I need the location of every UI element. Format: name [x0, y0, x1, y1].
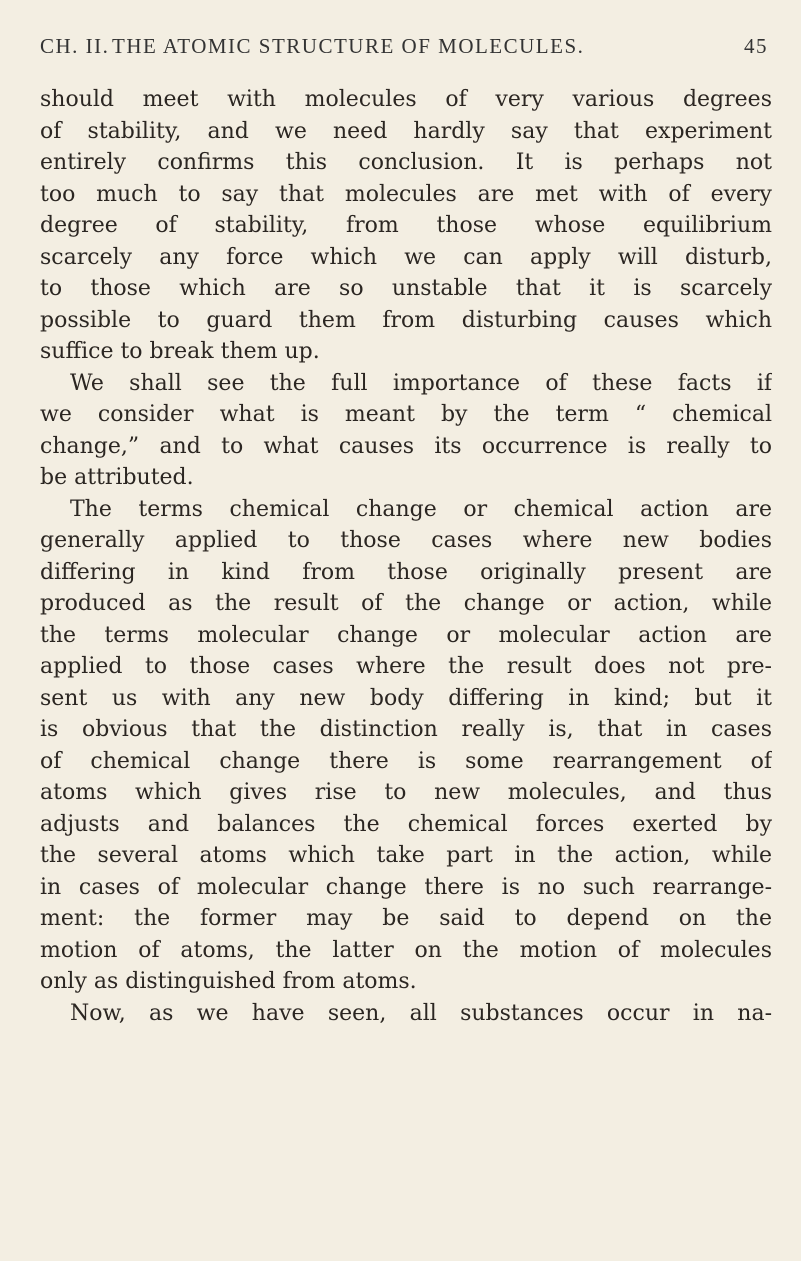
page-number: 45	[744, 34, 768, 58]
text-line: produced as the result of the change or action, while	[40, 591, 772, 616]
text-line: motion of atoms, the latter on the motion of molecules	[40, 937, 772, 963]
text-line: should meet with molecules of very various degrees	[40, 87, 772, 112]
text-line: too much to say that molecules are met with of every	[40, 181, 772, 207]
text-line: entirely confirms this conclusion. It is perhaps not	[40, 150, 772, 175]
text-line: The terms chemical change or chemical action are	[70, 496, 772, 522]
book-page	[40, 34, 772, 1029]
text-line: be attributed.	[40, 465, 194, 490]
text-line: adjusts and balances the chemical forces exerted by	[40, 811, 772, 837]
text-line: ment: the former may be said to depend on the	[40, 906, 772, 931]
text-line: applied to those cases where the result does not pre-	[40, 654, 772, 679]
text-line: Now, as we have seen, all substances occur in na-	[70, 1000, 772, 1026]
text-line: is obvious that the distinction really is, that in cases	[40, 717, 772, 742]
text-line: change,” and to what causes its occurrence is really to	[40, 433, 772, 459]
text-line: the terms molecular change or molecular action are	[40, 622, 772, 648]
text-line: of stability, and we need hardly say that experiment	[40, 118, 772, 144]
text-line: to those which are so unstable that it is scarcely	[40, 276, 772, 301]
text-line: suffice to break them up.	[40, 339, 320, 364]
text-line: scarcely any force which we can apply will disturb,	[40, 244, 772, 270]
text-line: possible to guard them from disturbing causes which	[40, 307, 772, 333]
chapter-label: CH. II.	[40, 34, 110, 58]
text-line: We shall see the full importance of these facts if	[70, 370, 772, 396]
text-line: we consider what is meant by the term “ chemical	[40, 402, 772, 427]
text-line: the several atoms which take part in the action, while	[40, 843, 772, 868]
text-line: atoms which gives rise to new molecules, and thus	[40, 780, 772, 805]
text-line: sent us with any new body differing in kind; but it	[40, 685, 772, 711]
body-text	[40, 84, 772, 1029]
text-line: generally applied to those cases where new bodies	[40, 528, 772, 553]
text-line: in cases of molecular change there is no such rearrange-	[40, 874, 772, 900]
text-line: only as distinguished from atoms.	[40, 969, 417, 994]
running-head	[40, 34, 772, 68]
text-line: of chemical change there is some rearrangement of	[40, 748, 772, 774]
chapter-title: THE ATOMIC STRUCTURE OF MOLECULES.	[112, 34, 585, 58]
text-line: degree of stability, from those whose equilibrium	[40, 213, 772, 238]
text-line: differing in kind from those originally present are	[40, 559, 772, 585]
